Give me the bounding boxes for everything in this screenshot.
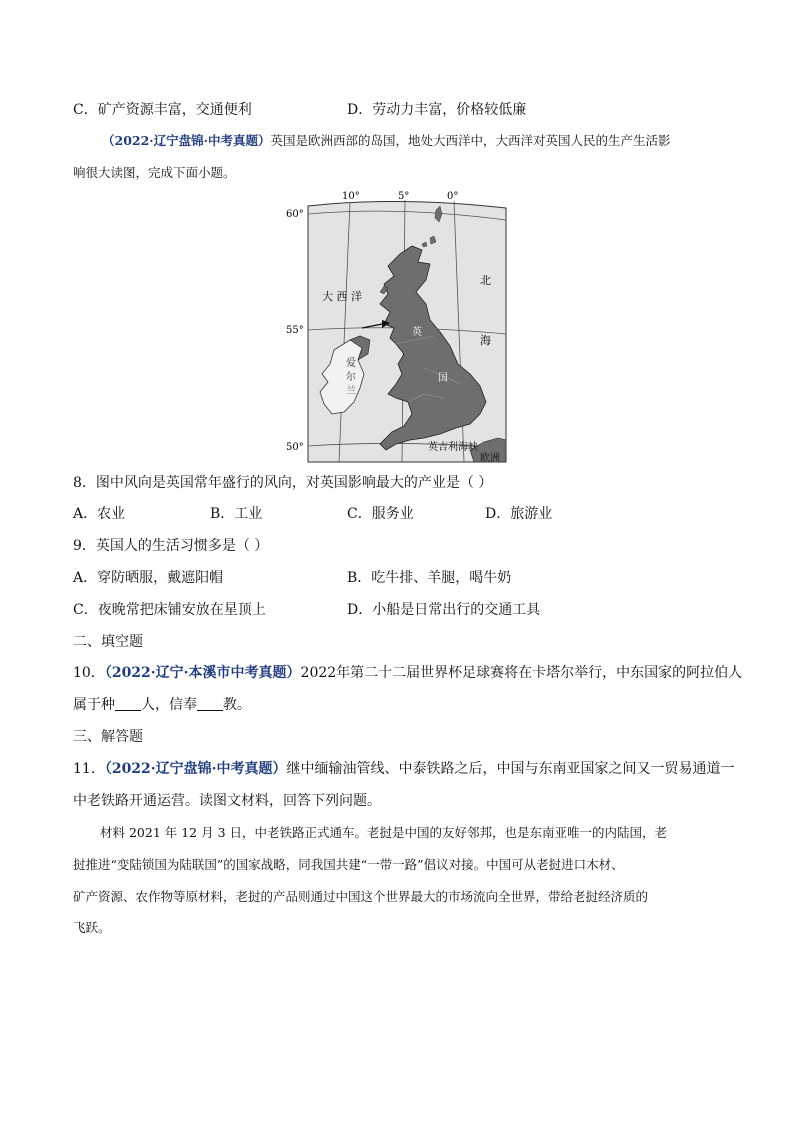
label-sea: 海: [480, 334, 491, 347]
q11-line-2: 中老铁路开通运营。读图文材料，回答下列问题。: [73, 793, 381, 809]
q8-option-b: B．工业: [210, 506, 263, 522]
label-guo: 国: [438, 373, 448, 384]
q7-option-d: D．劳动力丰富，价格较低廉: [347, 102, 527, 118]
q9-option-a: A．穿防晒服，戴遮阳帽: [73, 570, 224, 586]
intro-text-1: 英国是欧洲西部的岛国，地处大西洋中，大西洋对英国人民的生产生活影: [270, 133, 671, 148]
label-ireland-2: 尔: [346, 372, 356, 383]
material-line-3: 矿产资源、农作物等原材料，老挝的产品则通过中国这个世界最大的市场流向全世界，带给老挝经济质的: [73, 889, 649, 904]
q11-line-1: [73, 759, 735, 779]
section-fill-in: 二、填空题: [73, 634, 143, 650]
q8-option-d: D．旅游业: [485, 506, 553, 522]
label-channel: 英吉利海峡: [428, 442, 478, 453]
q10-text-2b: 人，信奉: [141, 697, 197, 713]
q8-stem: 8．图中风向是英国常年盛行的风向，对英国影响最大的产业是（ ）: [73, 475, 493, 491]
q11-number: 11．: [73, 761, 105, 777]
lat-label-60: 60°: [286, 209, 304, 220]
uk-map: [284, 188, 510, 464]
label-north: 北: [480, 274, 491, 287]
lon-label-0: 0°: [447, 191, 459, 202]
q11-text-1: 继中缅输油管线、中泰铁路之后，中国与东南亚国家之间又一贸易通道一: [286, 761, 735, 777]
q9-option-c: C．夜晚常把床铺安放在星顶上: [73, 602, 266, 618]
label-ying: 英: [412, 327, 422, 338]
lon-label-10: 10°: [342, 191, 360, 202]
q10-blank-1[interactable]: [115, 696, 141, 711]
q7-option-c: C．矿产资源丰富，交通便利: [73, 102, 252, 118]
material-line-4: 飞跃。: [73, 920, 111, 935]
q10-line-2: [73, 695, 251, 715]
q9-option-d: D．小船是日常出行的交通工具: [347, 602, 541, 618]
q8-option-a: A．农业: [73, 506, 126, 522]
intro-source: （2022·辽宁盘锦·中考真题）: [102, 133, 271, 148]
q10-source: （2022·辽宁·本溪市中考真题）: [104, 665, 301, 681]
q10-number: 10．: [73, 665, 105, 681]
lat-label-55: 55°: [286, 325, 304, 336]
q11-source: （2022·辽宁盘锦·中考真题）: [104, 761, 287, 777]
lon-label-5: 5°: [398, 191, 410, 202]
q8-option-c: C．服务业: [347, 506, 414, 522]
section-answer: 三、解答题: [73, 729, 143, 745]
q10-text-2c: 教。: [223, 697, 251, 713]
q10-blank-2[interactable]: [197, 696, 223, 711]
label-ireland-1: 爱: [346, 358, 356, 369]
label-ireland-3: 兰: [346, 386, 356, 397]
lat-label-50: 50°: [286, 442, 304, 453]
material-line-1: 材料 2021 年 12 月 3 日，中老铁路正式通车。老挝是中国的友好邻邦，也是东南亚唯一的内陆国，老: [100, 825, 668, 840]
q9-option-b: B．吃牛排、羊腿，喝牛奶: [347, 570, 512, 586]
q10-text-1: 2022年第二十二届世界杯足球赛将在卡塔尔举行，中东国家的阿拉伯人: [300, 665, 743, 681]
q10-text-2a: 属于种: [73, 697, 115, 713]
intro-line-1: [102, 131, 671, 151]
label-atlantic: 大 西 洋: [322, 290, 362, 303]
label-europe: 欧洲: [480, 453, 500, 464]
q10-line-1: [73, 663, 742, 683]
material-line-2: 挝推进“变陆锁国为陆联国”的国家战略，同我国共建“一带一路”倡议对接。中国可从老挝进口木材、: [73, 857, 624, 872]
intro-line-2: 响很大读图，完成下面小题。: [73, 165, 236, 180]
q9-stem: 9．英国人的生活习惯多是（ ）: [73, 538, 269, 554]
